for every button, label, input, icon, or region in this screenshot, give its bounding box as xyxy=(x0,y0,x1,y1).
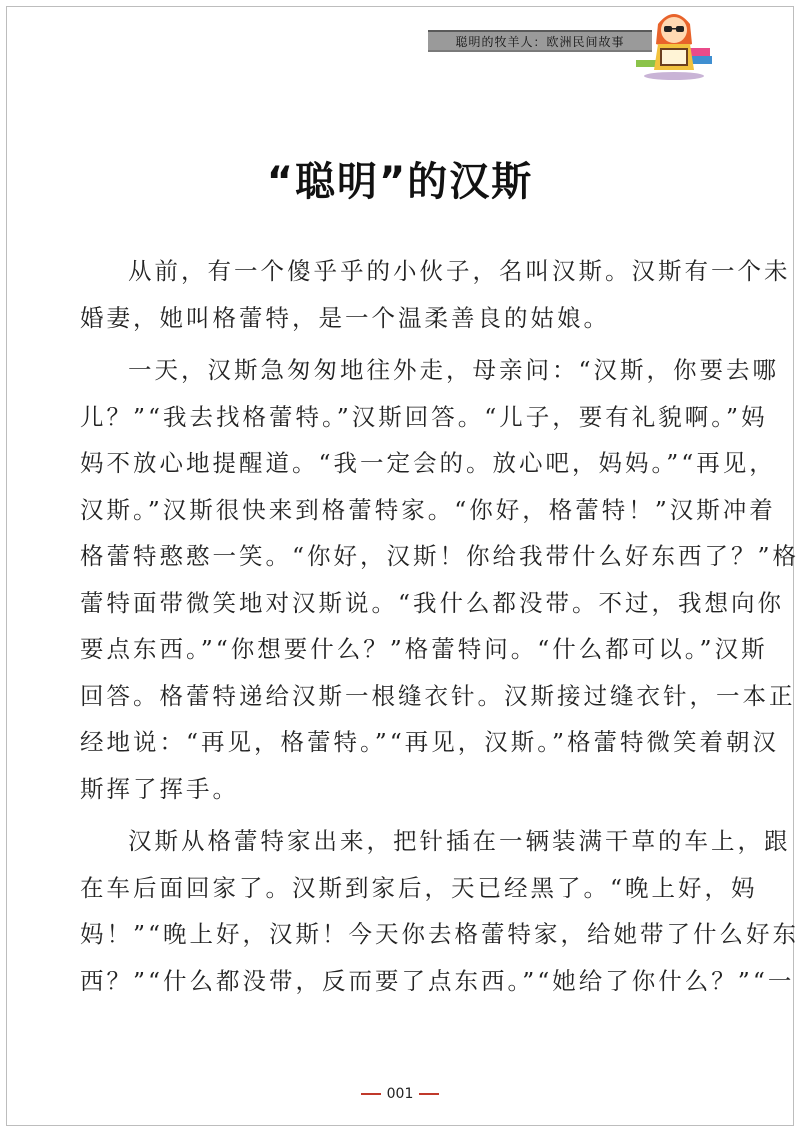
text-line: 斯挥了挥手。 xyxy=(80,774,239,803)
text-line: 儿？”“我去找格蕾特。”汉斯回答。“儿子，要有礼貌啊。”妈 xyxy=(80,402,768,431)
page-footer xyxy=(0,1086,800,1102)
left-dash-icon xyxy=(361,1093,381,1095)
text-line: 妈不放心地提醒道。“我一定会的。放心吧，妈妈。”“再见， xyxy=(80,449,776,477)
text-line: 回答。格蕾特递给汉斯一根缝衣针。汉斯接过缝衣针，一本正 xyxy=(80,681,796,710)
text-line: 格蕾特憨憨一笑。“你好，汉斯！你给我带什么好东西了？”格 xyxy=(80,542,800,570)
text-line: 要点东西。”“你想要什么？”格蕾特问。“什么都可以。”汉斯 xyxy=(80,635,768,663)
text-line: 蕾特面带微笑地对汉斯说。“我什么都没带。不过，我想向你 xyxy=(80,588,785,617)
text-line: 妈！”“晚上好，汉斯！今天你去格蕾特家，给她带了什么好东 xyxy=(80,920,800,948)
story-body xyxy=(80,248,800,1004)
text-line: 汉斯从格蕾特家出来，把针插在一辆装满干草的车上，跟 xyxy=(128,827,791,855)
right-dash-icon xyxy=(419,1093,439,1095)
text-line: 一天，汉斯急匆匆地往外走，母亲问：“汉斯，你要去哪 xyxy=(128,356,780,384)
running-header xyxy=(428,30,652,52)
series-title: 聪明的牧羊人：欧洲民间故事 xyxy=(455,35,625,49)
paragraph xyxy=(80,347,800,812)
text-line: 汉斯。”汉斯很快来到格蕾特家。“你好，格蕾特！”汉斯冲着 xyxy=(80,495,776,524)
text-line: 婚妻，她叫格蕾特，是一个温柔善良的姑娘。 xyxy=(80,303,610,332)
paragraph xyxy=(80,818,800,1004)
text-line: 西？”“什么都没带，反而要了点东西。”“她给了你什么？”“一 xyxy=(80,966,795,995)
text-line: 在车后面回家了。汉斯到家后，天已经黑了。“晚上好，妈 xyxy=(80,873,758,902)
reading-girl-icon xyxy=(628,4,720,80)
story-title: “聪明”的汉斯 xyxy=(266,159,534,205)
text-line: 经地说：“再见，格蕾特。”“再见，汉斯。”格蕾特微笑着朝汉 xyxy=(80,728,780,756)
paragraph xyxy=(80,248,791,341)
page-number: 001 xyxy=(386,1086,414,1102)
text-line: 从前，有一个傻乎乎的小伙子，名叫汉斯。汉斯有一个未 xyxy=(128,257,791,285)
